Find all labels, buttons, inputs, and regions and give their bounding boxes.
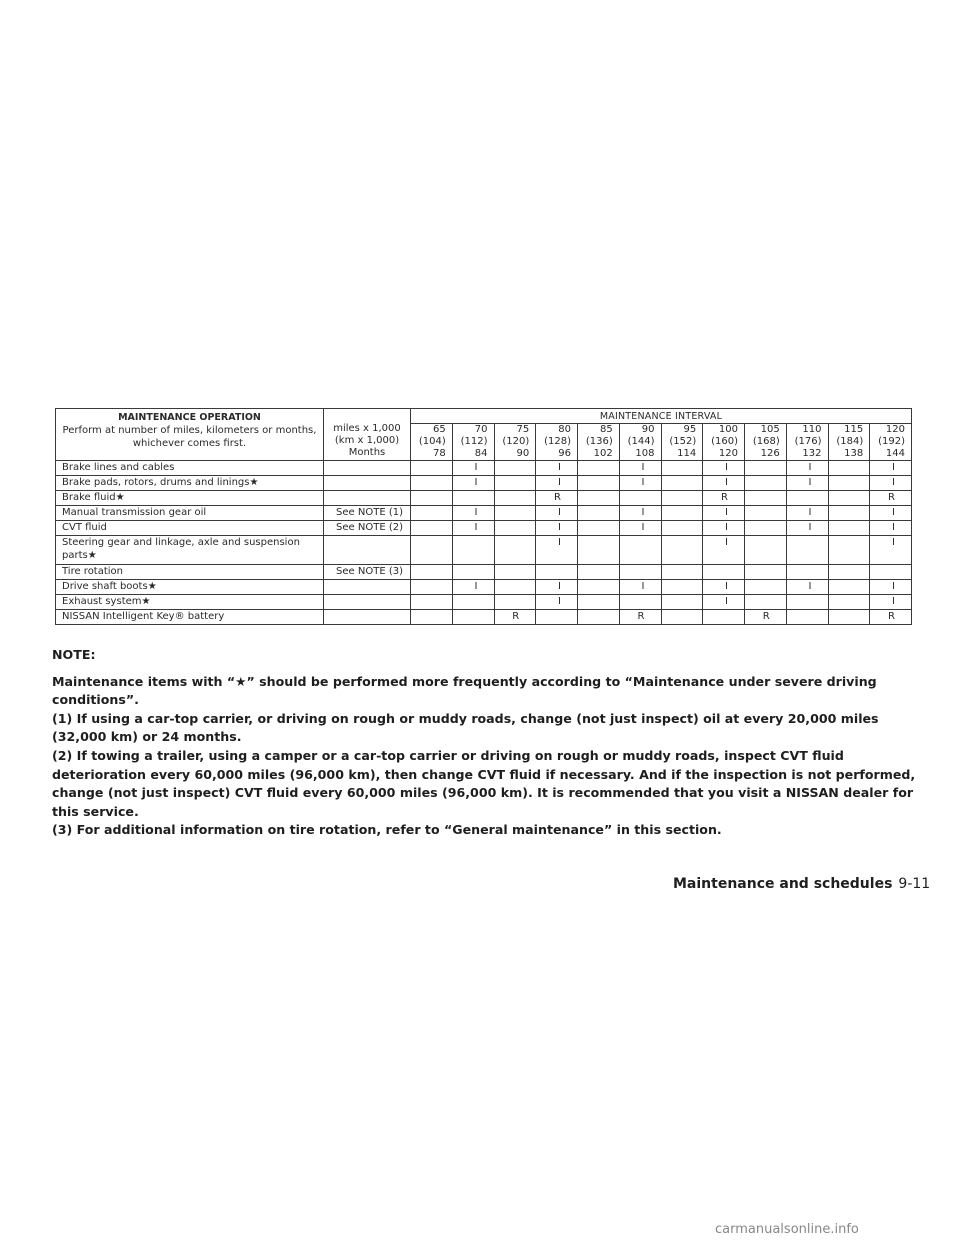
interval-cell (745, 580, 787, 595)
interval-column-header (494, 424, 536, 461)
interval-km: (152) (669, 436, 697, 447)
interval-cell: I (536, 476, 578, 491)
interval-months: 114 (677, 448, 697, 459)
page-footer (673, 876, 930, 892)
notes-heading: NOTE: (52, 647, 96, 662)
interval-km: (168) (752, 436, 780, 447)
operation-note (324, 595, 411, 610)
page-number: 9-11 (898, 876, 931, 892)
watermark: carmanualsonline.info (715, 1222, 859, 1237)
table-row (56, 565, 912, 580)
interval-km: (104) (418, 436, 446, 447)
interval-cell: I (536, 506, 578, 521)
interval-cell: I (703, 476, 745, 491)
interval-cell (578, 565, 620, 580)
interval-cell (661, 610, 703, 625)
interval-cell: I (452, 580, 494, 595)
interval-cell (411, 521, 453, 536)
interval-km: (192) (878, 436, 905, 447)
interval-cell (661, 491, 703, 506)
interval-cell (786, 536, 828, 565)
operation-name (56, 595, 324, 610)
interval-cell (828, 595, 870, 610)
operation-note (324, 610, 411, 625)
interval-cell: I (619, 476, 661, 491)
interval-miles: 110 (802, 424, 822, 435)
interval-km: (160) (711, 436, 738, 447)
operation-name (56, 476, 324, 491)
interval-cell (411, 565, 453, 580)
note-1: (1) If using a car-top carrier, or driving on rough or muddy roads, change (not just inspect) oil at every 20,000 miles (32,000 km) or 24 months. (52, 710, 879, 745)
maintenance-table-wrapper (55, 408, 912, 625)
severe-star-icon: ★ (141, 596, 151, 607)
interval-cell (536, 565, 578, 580)
interval-months: 138 (844, 448, 864, 459)
table-row (56, 610, 912, 625)
interval-cell (619, 565, 661, 580)
interval-cell (494, 491, 536, 506)
interval-cell (452, 610, 494, 625)
interval-months: 120 (718, 448, 738, 459)
interval-cell: R (870, 610, 912, 625)
interval-months: 96 (558, 448, 571, 459)
interval-cell (745, 461, 787, 476)
interval-cell: I (619, 461, 661, 476)
operation-label: Drive shaft boots (62, 581, 148, 592)
table-row (56, 595, 912, 610)
operation-subtitle: Perform at number of miles, kilometers or months, whichever comes first. (62, 425, 317, 449)
operation-label: Manual transmission gear oil (62, 507, 207, 518)
interval-months: 144 (885, 448, 905, 459)
interval-column-header (452, 424, 494, 461)
interval-cell (411, 476, 453, 491)
interval-miles: 65 (433, 424, 446, 435)
units-months: Months (348, 447, 386, 458)
interval-cell (661, 506, 703, 521)
interval-column-header (828, 424, 870, 461)
table-row (56, 476, 912, 491)
interval-cell (411, 536, 453, 565)
interval-cell (661, 595, 703, 610)
interval-cell (536, 610, 578, 625)
interval-cell (494, 536, 536, 565)
interval-km: (128) (544, 436, 571, 447)
interval-cell (828, 476, 870, 491)
interval-cell: I (536, 536, 578, 565)
interval-km: (136) (585, 436, 613, 447)
operation-label: Brake fluid (62, 492, 116, 503)
interval-miles: 85 (600, 424, 613, 435)
interval-cell: I (870, 476, 912, 491)
table-row (56, 521, 912, 536)
operation-label: Brake pads, rotors, drums and linings (62, 477, 250, 488)
interval-cell (745, 595, 787, 610)
interval-cell: I (536, 580, 578, 595)
interval-cell (494, 521, 536, 536)
table-row (56, 461, 912, 476)
interval-months: 126 (760, 448, 780, 459)
interval-column-header (411, 424, 453, 461)
interval-km: (144) (627, 436, 655, 447)
table-row (56, 580, 912, 595)
interval-cell (745, 565, 787, 580)
interval-column-header (578, 424, 620, 461)
interval-cell (828, 521, 870, 536)
interval-cell (494, 506, 536, 521)
interval-cell: R (494, 610, 536, 625)
interval-column-header (661, 424, 703, 461)
severe-star-icon: ★ (249, 477, 259, 488)
interval-cell: I (786, 506, 828, 521)
interval-cell (786, 491, 828, 506)
interval-cell: I (619, 580, 661, 595)
interval-cell: R (619, 610, 661, 625)
interval-title: MAINTENANCE INTERVAL (411, 409, 912, 424)
interval-cell: R (703, 491, 745, 506)
interval-cell (745, 476, 787, 491)
maintenance-schedule-table (55, 408, 912, 625)
severe-star-icon: ★ (147, 581, 157, 592)
operation-note (324, 461, 411, 476)
interval-cell (452, 491, 494, 506)
operation-note: See NOTE (1) (324, 506, 411, 521)
interval-cell (452, 565, 494, 580)
interval-column-header (536, 424, 578, 461)
interval-cell (619, 595, 661, 610)
operation-name (56, 565, 324, 580)
interval-cell (828, 565, 870, 580)
interval-cell (494, 461, 536, 476)
interval-cell (703, 610, 745, 625)
interval-miles: 120 (885, 424, 905, 435)
interval-cell (578, 595, 620, 610)
interval-cell (828, 580, 870, 595)
interval-column-header (870, 424, 912, 461)
interval-cell: I (703, 595, 745, 610)
interval-cell: I (703, 521, 745, 536)
interval-cell: I (536, 595, 578, 610)
interval-miles: 100 (718, 424, 738, 435)
interval-cell (661, 536, 703, 565)
interval-miles: 105 (760, 424, 780, 435)
operation-label: Tire rotation (62, 566, 124, 577)
note-3: (3) For additional information on tire rotation, refer to “General maintenance” in this section. (52, 822, 722, 838)
operation-name (56, 461, 324, 476)
operation-note: See NOTE (3) (324, 565, 411, 580)
interval-cell (870, 565, 912, 580)
operation-label: Brake lines and cables (62, 462, 175, 473)
interval-cell (828, 461, 870, 476)
interval-cell (745, 491, 787, 506)
interval-cell (578, 506, 620, 521)
interval-cell (494, 580, 536, 595)
header-row-1 (56, 409, 912, 424)
interval-months: 84 (474, 448, 488, 459)
interval-cell: R (745, 610, 787, 625)
units-miles: miles x 1,000 (333, 423, 401, 434)
interval-cell (578, 521, 620, 536)
interval-miles: 70 (474, 424, 488, 435)
table-row (56, 506, 912, 521)
note-2: (2) If towing a trailer, using a camper or a car-top carrier or driving on rough or muddy roads, inspect CVT fluid deterioration every 60,000 miles (96,000 km), then change CVT fluid if necessary. And if the inspection is not performed, change (not just inspect) CVT fluid every 60,000 miles (96,000 km). It is recommended that you visit a NISSAN dealer for this service. (52, 747, 916, 819)
interval-miles: 80 (558, 424, 571, 435)
interval-cell: R (870, 491, 912, 506)
interval-cell (619, 491, 661, 506)
operation-title: MAINTENANCE OPERATION (118, 412, 261, 423)
interval-cell (786, 610, 828, 625)
interval-cell: I (452, 506, 494, 521)
interval-cell: I (870, 461, 912, 476)
units-km: (km x 1,000) (334, 435, 400, 446)
interval-cell (411, 580, 453, 595)
interval-km: (176) (794, 436, 822, 447)
units-header (324, 409, 411, 461)
section-title: Maintenance and schedules (673, 876, 893, 892)
interval-cell (494, 565, 536, 580)
interval-km: (184) (836, 436, 864, 447)
notes-section (52, 646, 922, 840)
interval-cell (494, 476, 536, 491)
operation-name (56, 521, 324, 536)
interval-miles: 90 (641, 424, 655, 435)
interval-cell: I (786, 476, 828, 491)
interval-cell (619, 536, 661, 565)
table-row (56, 491, 912, 506)
interval-cell (578, 491, 620, 506)
interval-km: (112) (460, 436, 488, 447)
severe-star-icon: ★ (87, 550, 97, 561)
operation-label: CVT fluid (62, 522, 107, 533)
interval-cell (578, 580, 620, 595)
interval-cell: I (703, 536, 745, 565)
interval-cell (745, 506, 787, 521)
operation-header (56, 409, 324, 461)
interval-cell: I (870, 506, 912, 521)
interval-cell: I (703, 580, 745, 595)
interval-cell (452, 595, 494, 610)
interval-cell (828, 536, 870, 565)
interval-months: 78 (433, 448, 446, 459)
interval-cell: R (536, 491, 578, 506)
operation-label: Steering gear and linkage, axle and suspension parts (62, 537, 300, 561)
severe-star-icon: ★ (115, 492, 125, 503)
operation-name (56, 610, 324, 625)
interval-cell: I (452, 461, 494, 476)
interval-cell: I (870, 595, 912, 610)
interval-cell: I (870, 536, 912, 565)
interval-cell (411, 506, 453, 521)
interval-cell: I (786, 461, 828, 476)
operation-name (56, 536, 324, 565)
note-severe-conditions: Maintenance items with “★” should be performed more frequently according to “Maintenance under severe driving conditions”. (52, 673, 877, 708)
interval-column-header (786, 424, 828, 461)
interval-km: (120) (502, 436, 530, 447)
interval-cell (411, 610, 453, 625)
interval-cell (661, 565, 703, 580)
interval-cell: I (536, 461, 578, 476)
interval-cell (828, 610, 870, 625)
interval-miles: 95 (683, 424, 697, 435)
interval-cell (661, 476, 703, 491)
interval-cell (703, 565, 745, 580)
interval-cell (494, 595, 536, 610)
interval-column-header (619, 424, 661, 461)
interval-miles: 115 (844, 424, 864, 435)
interval-cell (411, 491, 453, 506)
interval-cell (661, 521, 703, 536)
interval-cell: I (703, 506, 745, 521)
interval-cell: I (452, 521, 494, 536)
interval-cell: I (870, 580, 912, 595)
operation-name (56, 506, 324, 521)
interval-cell (828, 506, 870, 521)
interval-cell (661, 461, 703, 476)
interval-cell (745, 536, 787, 565)
operation-label: Exhaust system (62, 596, 142, 607)
interval-cell: I (536, 521, 578, 536)
interval-cell (661, 580, 703, 595)
operation-note (324, 580, 411, 595)
interval-cell (452, 536, 494, 565)
interval-cell: I (786, 521, 828, 536)
interval-cell (828, 491, 870, 506)
interval-cell (786, 595, 828, 610)
interval-cell: I (870, 521, 912, 536)
operation-name (56, 491, 324, 506)
interval-cell: I (619, 521, 661, 536)
interval-column-header (703, 424, 745, 461)
interval-cell (578, 536, 620, 565)
operation-note (324, 536, 411, 565)
operation-label: NISSAN Intelligent Key® battery (62, 611, 225, 622)
interval-months: 132 (802, 448, 822, 459)
operation-note (324, 476, 411, 491)
interval-months: 90 (516, 448, 530, 459)
interval-months: 108 (635, 448, 655, 459)
interval-cell (578, 476, 620, 491)
interval-cell (578, 461, 620, 476)
operation-name (56, 580, 324, 595)
interval-cell: I (619, 506, 661, 521)
interval-cell (411, 595, 453, 610)
operation-note: See NOTE (2) (324, 521, 411, 536)
interval-cell (411, 461, 453, 476)
interval-cell: I (703, 461, 745, 476)
interval-miles: 75 (516, 424, 530, 435)
interval-months: 102 (593, 448, 613, 459)
interval-cell (745, 521, 787, 536)
operation-note (324, 491, 411, 506)
interval-cell: I (786, 580, 828, 595)
interval-cell: I (452, 476, 494, 491)
interval-cell (786, 565, 828, 580)
interval-column-header (745, 424, 787, 461)
table-row (56, 536, 912, 565)
interval-cell (578, 610, 620, 625)
